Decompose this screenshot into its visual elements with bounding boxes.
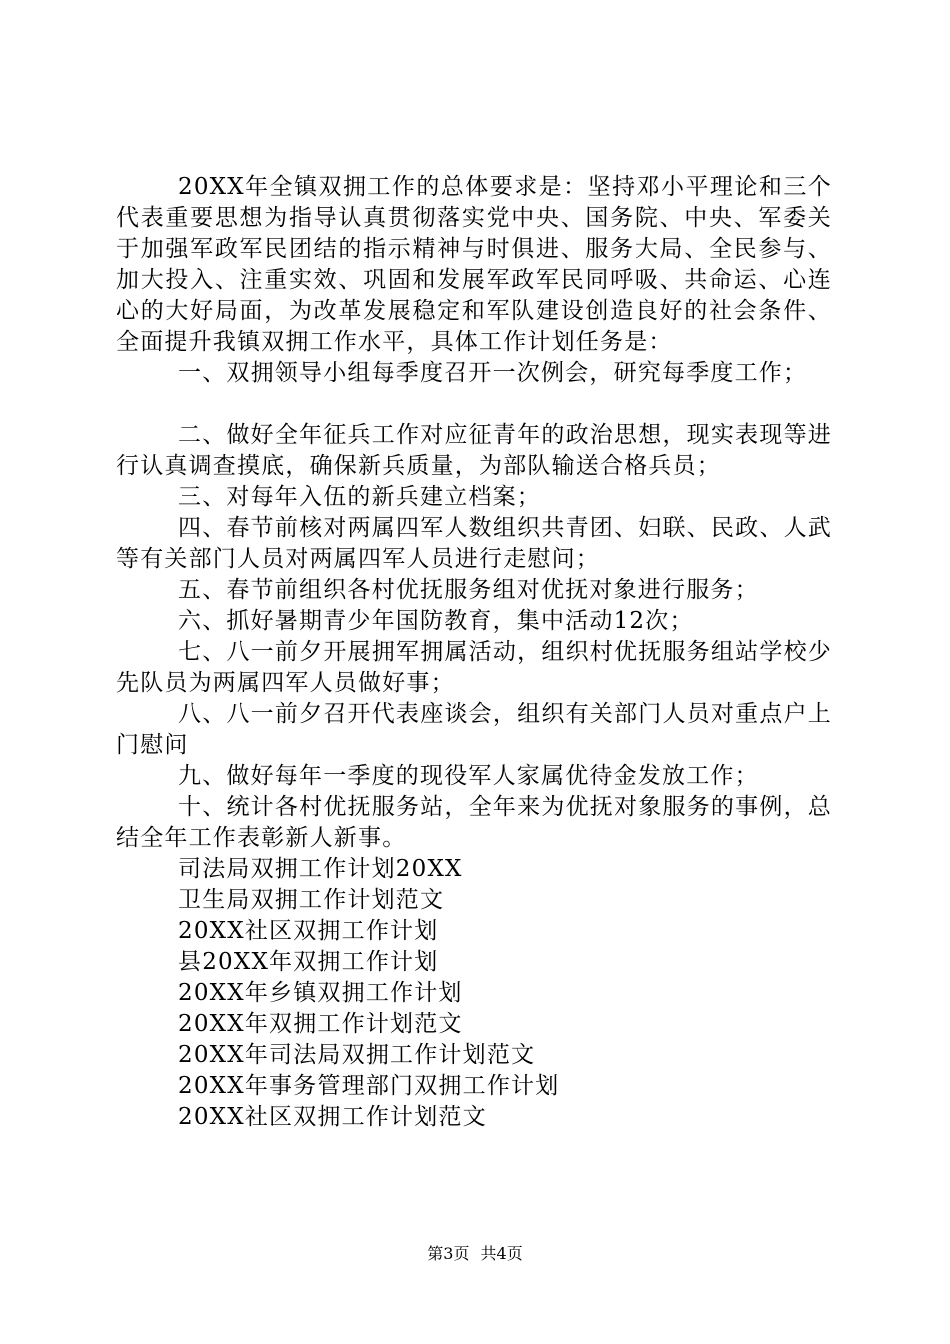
related-document-item: 司法局双拥工作计划20XX <box>178 856 463 882</box>
related-document-item: 20XX年双拥工作计划范文 <box>178 1011 463 1037</box>
related-document-item: 20XX社区双拥工作计划范文 <box>178 1104 487 1130</box>
task-item-2: 二、做好全年征兵工作对应征青年的政治思想，现实表现等进行认真调查摸底，确保新兵质量，为部队输送合格兵员； <box>116 422 832 479</box>
page-footer <box>0 1244 950 1264</box>
related-documents-list <box>116 854 832 1133</box>
related-document-item: 20XX年司法局双拥工作计划范文 <box>178 1042 536 1068</box>
related-document-item: 20XX年乡镇双拥工作计划 <box>178 980 463 1006</box>
task-item-10: 十、统计各村优抚服务站，全年来为优抚对象服务的事例，总结全年工作表彰新人新事。 <box>116 794 832 851</box>
document-body <box>116 172 832 1133</box>
task-item-3: 三、对每年入伍的新兵建立档案； <box>178 484 541 510</box>
task-item-6: 六、抓好暑期青少年国防教育，集中活动12次； <box>178 608 694 634</box>
current-page-number: 第3页 <box>427 1244 470 1263</box>
total-pages: 共4页 <box>480 1244 523 1263</box>
related-document-item: 卫生局双拥工作计划范文 <box>178 887 445 913</box>
related-document-item: 20XX年事务管理部门双拥工作计划 <box>178 1073 560 1099</box>
task-item-5: 五、春节前组织各村优抚服务组对优抚对象进行服务； <box>178 577 759 603</box>
task-item-4: 四、春节前核对两属四军人数组织共青团、妇联、民政、人武等有关部门人员对两属四军人员进行走慰问； <box>116 515 832 572</box>
task-item-7: 七、八一前夕开展拥军拥属活动，组织村优抚服务组站学校少先队员为两属四军人员做好事； <box>116 639 832 696</box>
blank-line <box>116 389 832 420</box>
task-item-1: 一、双拥领导小组每季度召开一次例会，研究每季度工作； <box>178 360 808 386</box>
intro-paragraph: 20XX年全镇双拥工作的总体要求是：坚持邓小平理论和三个代表重要思想为指导认真贯彻落实党中央、国务院、中央、军委关于加强军政军民团结的指示精神与时俱进、服务大局、全民参与、加大投入、注重实效、巩固和发展军政军民同呼吸、共命运、心连心的大好局面，为改革发展稳定和军队建设创造良好的社会条件、全面提升我镇双拥工作水平，具体工作计划任务是： <box>116 174 832 355</box>
related-document-item: 20XX社区双拥工作计划 <box>178 918 439 944</box>
task-item-8: 八、八一前夕召开代表座谈会，组织有关部门人员对重点户上门慰问 <box>116 701 832 758</box>
related-document-item: 县20XX年双拥工作计划 <box>178 949 439 975</box>
task-item-9: 九、做好每年一季度的现役军人家属优待金发放工作； <box>178 763 759 789</box>
